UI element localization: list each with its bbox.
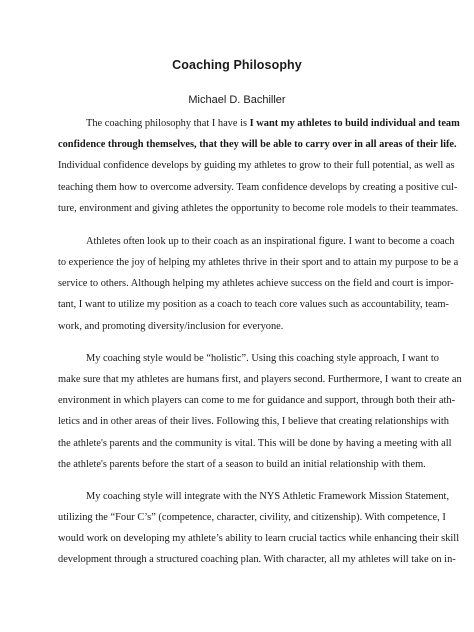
document-author: Michael D. Bachiller bbox=[188, 94, 286, 106]
paragraph-2-line-4: tant, I want to utilize my position as a coach to teach core values such as accountability, team- bbox=[58, 299, 449, 310]
paragraph-3-line-5: the athlete's parents and the community is vital. This will be done by having a meeting with all bbox=[58, 438, 452, 449]
paragraph-2-line-2: to experience the joy of helping my athletes thrive in their sport and to attain my purpose to be a bbox=[58, 257, 459, 268]
paragraph-3-line-3: environment in which players can come to me for guidance and support, through both their ath- bbox=[58, 395, 456, 406]
paragraph-1-line-4: teaching them how to overcome adversity. Team confidence develops by creating a positive cul- bbox=[58, 182, 458, 193]
paragraph-4-line-2: utilizing the “Four C’s” (competence, character, civility, and citizenship). With competence, I bbox=[58, 512, 446, 523]
paragraph-1-line-5: ture, environment and giving athletes the opportunity to become role models to their teammates. bbox=[58, 203, 459, 214]
paragraph-3-line-1: My coaching style would be “holistic”. Using this coaching style approach, I want to bbox=[86, 353, 439, 364]
paragraph-4-line-3: would work on developing my athlete’s ability to learn crucial tactics while enhancing their skill bbox=[58, 533, 460, 544]
paragraph-1-line-1: The coaching philosophy that I have is I want my athletes to build individual and team bbox=[86, 118, 460, 129]
paragraph-1-line-3: Individual confidence develops by guiding my athletes to grow to their full potential, as well as bbox=[58, 160, 455, 171]
paragraph-1-line-2: confidence through themselves, that they will be able to carry over in all areas of their life. bbox=[58, 139, 457, 150]
document-title: Coaching Philosophy bbox=[172, 58, 302, 72]
paragraph-2-line-1: Athletes often look up to their coach as an inspirational figure. I want to become a coach bbox=[86, 236, 455, 247]
paragraph-2-line-3: service to others. Although helping my athletes achieve success on the field and court is impor- bbox=[58, 278, 454, 289]
paragraph-4-line-1: My coaching style will integrate with the NYS Athletic Framework Mission Statement, bbox=[86, 491, 450, 502]
paragraph-3-line-4: letics and in other areas of their lives. Following this, I believe that creating relationships with bbox=[58, 416, 449, 427]
paragraph-4-line-4: development through a structured coaching plan. With character, all my athletes will take on in- bbox=[58, 554, 456, 565]
paragraph-3-line-6: the athlete's parents before the start of a season to build an initial relationship with them. bbox=[58, 459, 426, 470]
paragraph-3-line-2: make sure that my athletes are humans first, and players second. Furthermore, I want to create an bbox=[58, 374, 462, 385]
paragraph-2-line-5: work, and promoting diversity/inclusion for everyone. bbox=[58, 321, 284, 332]
